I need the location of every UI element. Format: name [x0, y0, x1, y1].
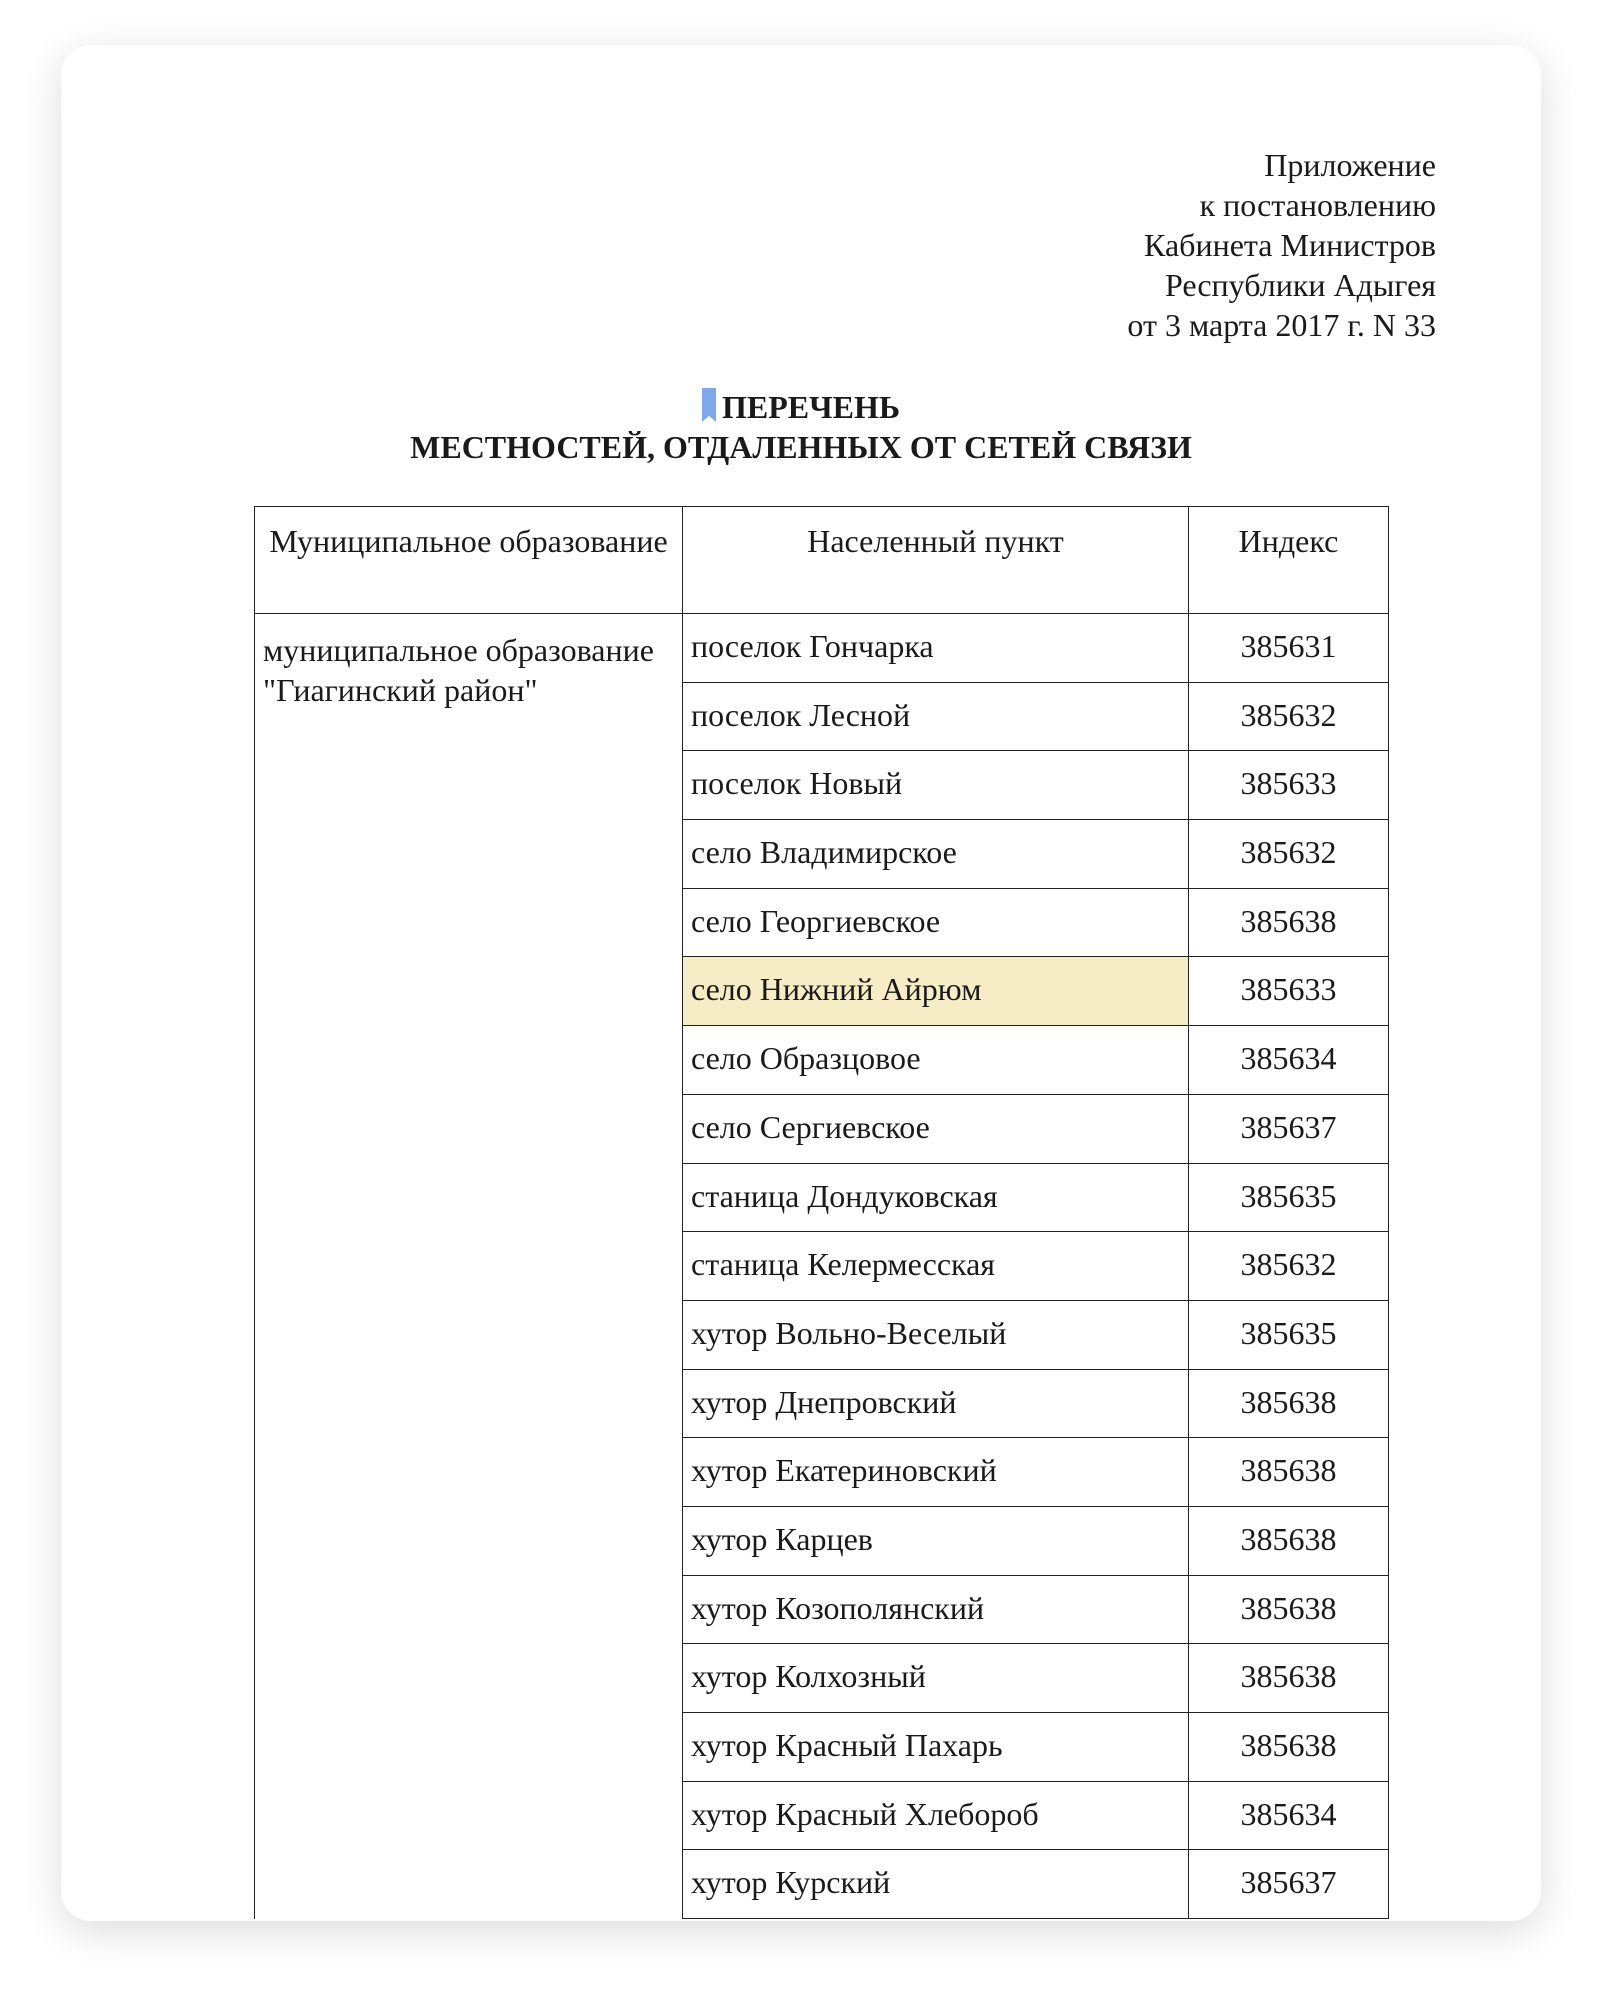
- attachment-line: к постановлению: [1199, 187, 1436, 223]
- bookmark-icon[interactable]: [702, 388, 716, 422]
- locality-cell: поселок Лесной: [683, 682, 1189, 751]
- attachment-line: Приложение: [1264, 147, 1436, 183]
- locality-cell: станица Келермесская: [683, 1232, 1189, 1301]
- table-header-row: [255, 507, 1389, 614]
- index-cell: 385633: [1189, 751, 1389, 820]
- document-page: [61, 45, 1541, 1921]
- locality-cell: хутор Днепровский: [683, 1369, 1189, 1438]
- attachment-line: Кабинета Министров: [1144, 227, 1436, 263]
- locality-cell: поселок Новый: [683, 751, 1189, 820]
- locality-cell: хутор Екатериновский: [683, 1438, 1189, 1507]
- index-cell: 385637: [1189, 1094, 1389, 1163]
- index-cell: 385638: [1189, 1369, 1389, 1438]
- locality-cell: хутор Карцев: [683, 1506, 1189, 1575]
- index-cell: 385638: [1189, 1644, 1389, 1713]
- document-title: [61, 387, 1541, 467]
- header-municipality: Муниципальное образование: [255, 507, 683, 614]
- index-cell: 385635: [1189, 1300, 1389, 1369]
- title-line-1: ПЕРЕЧЕНЬ: [722, 389, 900, 425]
- attachment-line: Республики Адыгея: [1164, 267, 1436, 303]
- locality-cell: хутор Колхозный: [683, 1644, 1189, 1713]
- locality-cell: станица Дондуковская: [683, 1163, 1189, 1232]
- locality-cell: село Георгиевское: [683, 888, 1189, 957]
- index-cell: 385635: [1189, 1163, 1389, 1232]
- header-locality: Населенный пункт: [683, 507, 1189, 614]
- index-cell: 385634: [1189, 1781, 1389, 1850]
- attachment-line: от 3 марта 2017 г. N 33: [1127, 307, 1436, 343]
- index-cell: 385638: [1189, 1713, 1389, 1782]
- index-cell: 385638: [1189, 1506, 1389, 1575]
- locality-cell: поселок Гончарка: [683, 614, 1189, 683]
- locality-cell: хутор Красный Пахарь: [683, 1713, 1189, 1782]
- localities-table: [254, 506, 1389, 1919]
- index-cell: 385638: [1189, 1575, 1389, 1644]
- locality-cell: хутор Курский: [683, 1850, 1189, 1919]
- index-cell: 385638: [1189, 1438, 1389, 1507]
- index-cell: 385634: [1189, 1026, 1389, 1095]
- title-line-2: МЕСТНОСТЕЙ, ОТДАЛЕННЫХ ОТ СЕТЕЙ СВЯЗИ: [410, 429, 1192, 465]
- index-cell: 385632: [1189, 1232, 1389, 1301]
- index-cell: 385632: [1189, 682, 1389, 751]
- locality-cell: село Образцовое: [683, 1026, 1189, 1095]
- index-cell: 385631: [1189, 614, 1389, 683]
- locality-cell: хутор Вольно-Веселый: [683, 1300, 1189, 1369]
- locality-cell: село Владимирское: [683, 820, 1189, 889]
- attachment-header: [1127, 145, 1436, 345]
- index-cell: 385637: [1189, 1850, 1389, 1919]
- municipality-cell: муниципальное образование "Гиагинский район": [255, 614, 683, 1919]
- locality-cell-highlighted: село Нижний Айрюм: [683, 957, 1189, 1026]
- index-cell: 385638: [1189, 888, 1389, 957]
- header-index: Индекс: [1189, 507, 1389, 614]
- locality-cell: хутор Красный Хлебороб: [683, 1781, 1189, 1850]
- index-cell: 385632: [1189, 820, 1389, 889]
- index-cell: 385633: [1189, 957, 1389, 1026]
- locality-cell: хутор Козополянский: [683, 1575, 1189, 1644]
- table-row: [255, 614, 1389, 683]
- locality-cell: село Сергиевское: [683, 1094, 1189, 1163]
